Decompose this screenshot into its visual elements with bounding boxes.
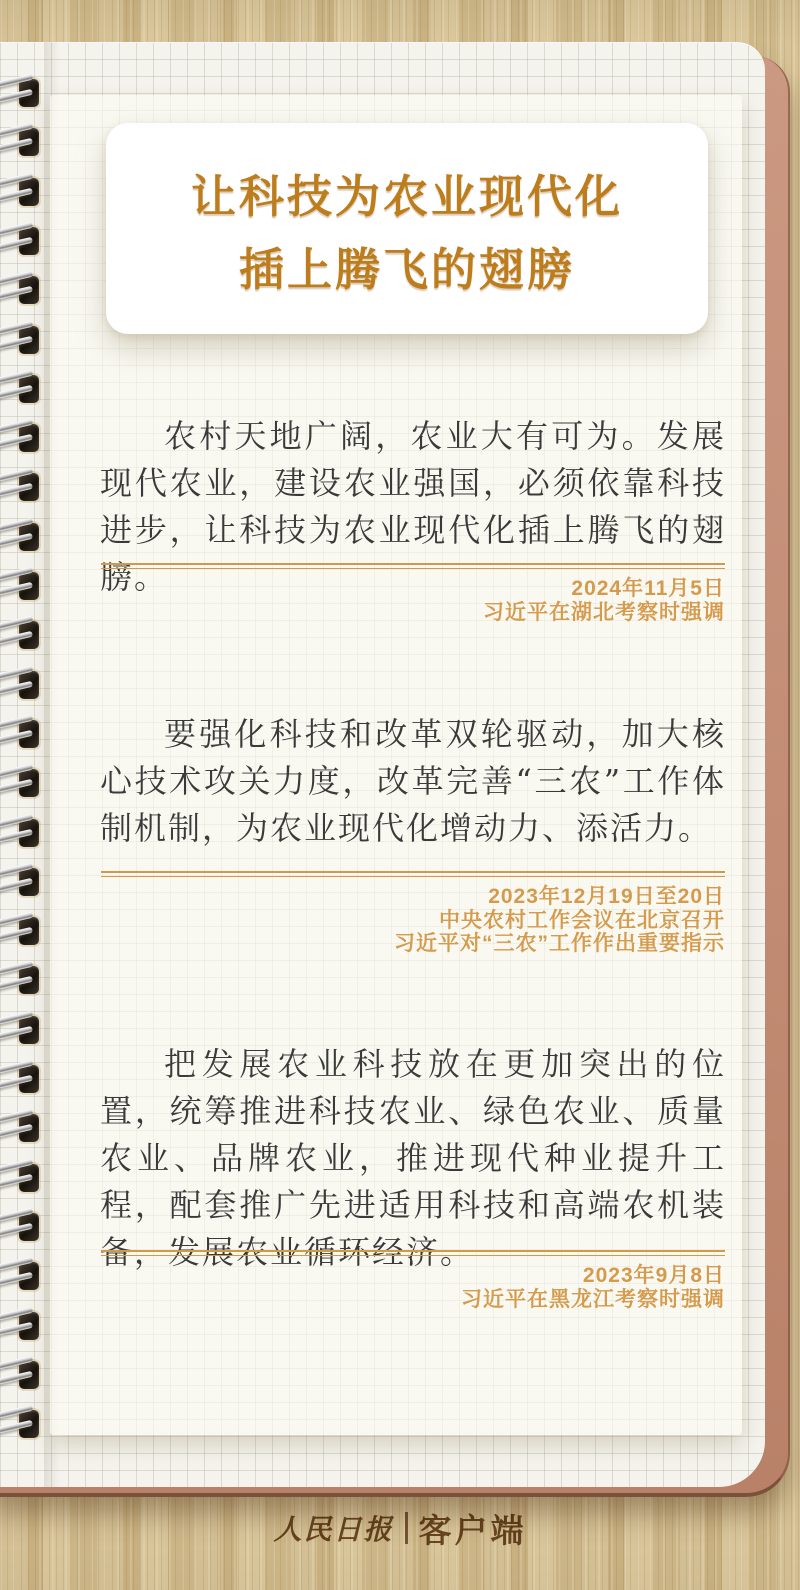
spiral-ring (0, 912, 56, 952)
spiral-ring (0, 419, 56, 459)
spiral-ring (0, 1405, 56, 1445)
spiral-ring (0, 961, 56, 1001)
attribution-block-1 (101, 563, 725, 624)
attribution-source: 中央农村工作会议在北京召开 (439, 908, 725, 932)
spiral-ring (0, 271, 56, 311)
spiral-binding (0, 0, 60, 1590)
spiral-ring (0, 616, 56, 656)
brand-calligraphy-logo: 人民日报 (273, 1513, 394, 1546)
spiral-ring (0, 1257, 56, 1297)
footer-brand (0, 1503, 800, 1553)
spiral-ring (0, 715, 56, 755)
attribution-date: 2023年12月19日至20日 (488, 885, 725, 908)
spiral-ring (0, 1159, 56, 1199)
attribution-date: 2023年9月8日 (582, 1264, 725, 1287)
brand-label: 客户端 (418, 1511, 527, 1549)
spiral-ring (0, 1307, 56, 1347)
spiral-ring (0, 74, 56, 114)
spiral-ring (0, 370, 56, 410)
spiral-ring (0, 814, 56, 854)
spiral-ring (0, 1356, 56, 1396)
spiral-ring (0, 764, 56, 804)
spiral-ring (0, 468, 56, 508)
spiral-ring (0, 518, 56, 558)
spiral-ring (0, 123, 56, 163)
quote-paragraph-3: 把发展农业科技放在更加突出的位置，统筹推进科技农业、绿色农业、质量农业、品牌农业，推进现代种业提升工程，配套推广先进适用科技和高端农机装备，发展农业循环经济。 (100, 1045, 726, 1271)
attribution-source: 习近平在黑龙江考察时强调 (461, 1287, 725, 1311)
poster-title-line-1: 让科技为农业现代化 (190, 170, 623, 222)
spiral-ring (0, 1011, 56, 1051)
spiral-ring (0, 1060, 56, 1100)
attribution-source: 习近平对“三农”工作作出重要指示 (394, 932, 725, 955)
poster-title-line-2: 插上腾飞的翅膀 (238, 243, 575, 295)
spiral-ring (0, 222, 56, 262)
quote-paragraph-1: 农村天地广阔，农业大有可为。发展现代农业，建设农业强国，必须依靠科技进步，让科技为农业现代化插上腾飞的翅膀。 (100, 417, 726, 596)
spiral-ring (0, 666, 56, 706)
title-card (106, 123, 708, 334)
spiral-ring (0, 1208, 56, 1248)
spiral-ring (0, 173, 56, 213)
attribution-source: 习近平在湖北考察时强调 (483, 600, 725, 624)
attribution-block-3 (101, 1250, 725, 1311)
spiral-ring (0, 567, 56, 607)
attribution-date: 2024年11月5日 (571, 577, 725, 600)
spiral-ring (0, 321, 56, 361)
attribution-block-2 (101, 871, 725, 956)
spiral-ring (0, 863, 56, 903)
quote-paragraph-2: 要强化科技和改革双轮驱动，加大核心技术攻关力度，改革完善“三农”工作体制机制，为农业现代化增动力、添活力。 (100, 715, 726, 847)
brand-divider-bar (405, 1512, 408, 1544)
spiral-ring (0, 1109, 56, 1149)
